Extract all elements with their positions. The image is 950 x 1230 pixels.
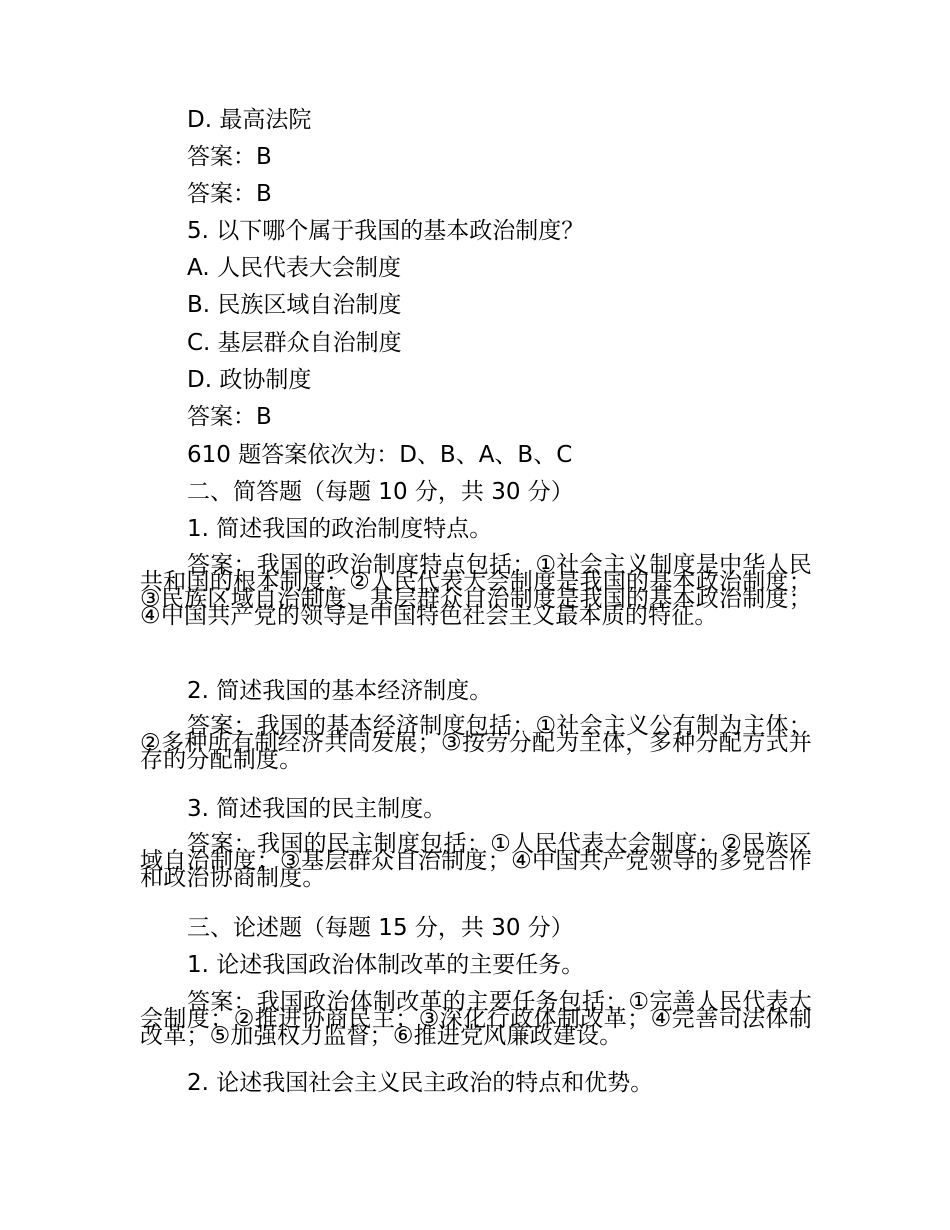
answer-line: 答案：B	[187, 404, 272, 430]
short-question-3: 3. 简述我国的民主制度。	[187, 796, 447, 822]
essay-question-2: 2. 论述我国社会主义民主政治的特点和优势。	[187, 1070, 654, 1096]
answer-summary: 610 题答案依次为：D、B、A、B、C	[187, 442, 573, 468]
option-b: B. 民族区域自治制度	[187, 292, 402, 318]
option-a: A. 人民代表大会制度	[187, 255, 401, 281]
option-d-supreme-court: D. 最高法院	[187, 107, 312, 133]
short-question-2: 2. 简述我国的基本经济制度。	[187, 678, 493, 704]
answer-paragraph: 答案：我国的民主制度包括：①人民代表大会制度；②民族区域自治制度；③基层群众自治制度；④中国共产党领导的多党合作和政治协商制度。	[140, 831, 812, 891]
essay-question-1: 1. 论述我国政治体制改革的主要任务。	[187, 952, 585, 978]
option-d: D. 政协制度	[187, 367, 312, 393]
answer-paragraph: 答案：我国的政治制度特点包括：①社会主义制度是中华人民共和国的根本制度；②人民代表大会制度是我国的基本政治制度；③民族区域自治制度、基层群众自治制度是我国的基本政治制度；④中国共产党的领导是中国特色社会主义最本质的特征。	[140, 552, 812, 629]
section-heading-short-answer: 二、简答题（每题 10 分，共 30 分）	[187, 479, 574, 505]
answer-line: 答案：B	[187, 181, 272, 207]
answer-paragraph: 答案：我国的基本经济制度包括：①社会主义公有制为主体；②多种所有制经济共同发展；③按劳分配为主体，多种分配方式并存的分配制度。	[140, 713, 812, 773]
section-heading-essay: 三、论述题（每题 15 分，共 30 分）	[187, 915, 574, 941]
short-question-1: 1. 简述我国的政治制度特点。	[187, 516, 493, 542]
answer-paragraph: 答案：我国政治体制改革的主要任务包括：①完善人民代表大会制度；②推进协商民主；③深化行政体制改革；④完善司法体制改革；⑤加强权力监督；⑥推进党风廉政建设。	[140, 989, 812, 1049]
option-c: C. 基层群众自治制度	[187, 330, 402, 356]
question-5: 5. 以下哪个属于我国的基本政治制度？	[187, 218, 585, 244]
answer-line: 答案：B	[187, 144, 272, 170]
